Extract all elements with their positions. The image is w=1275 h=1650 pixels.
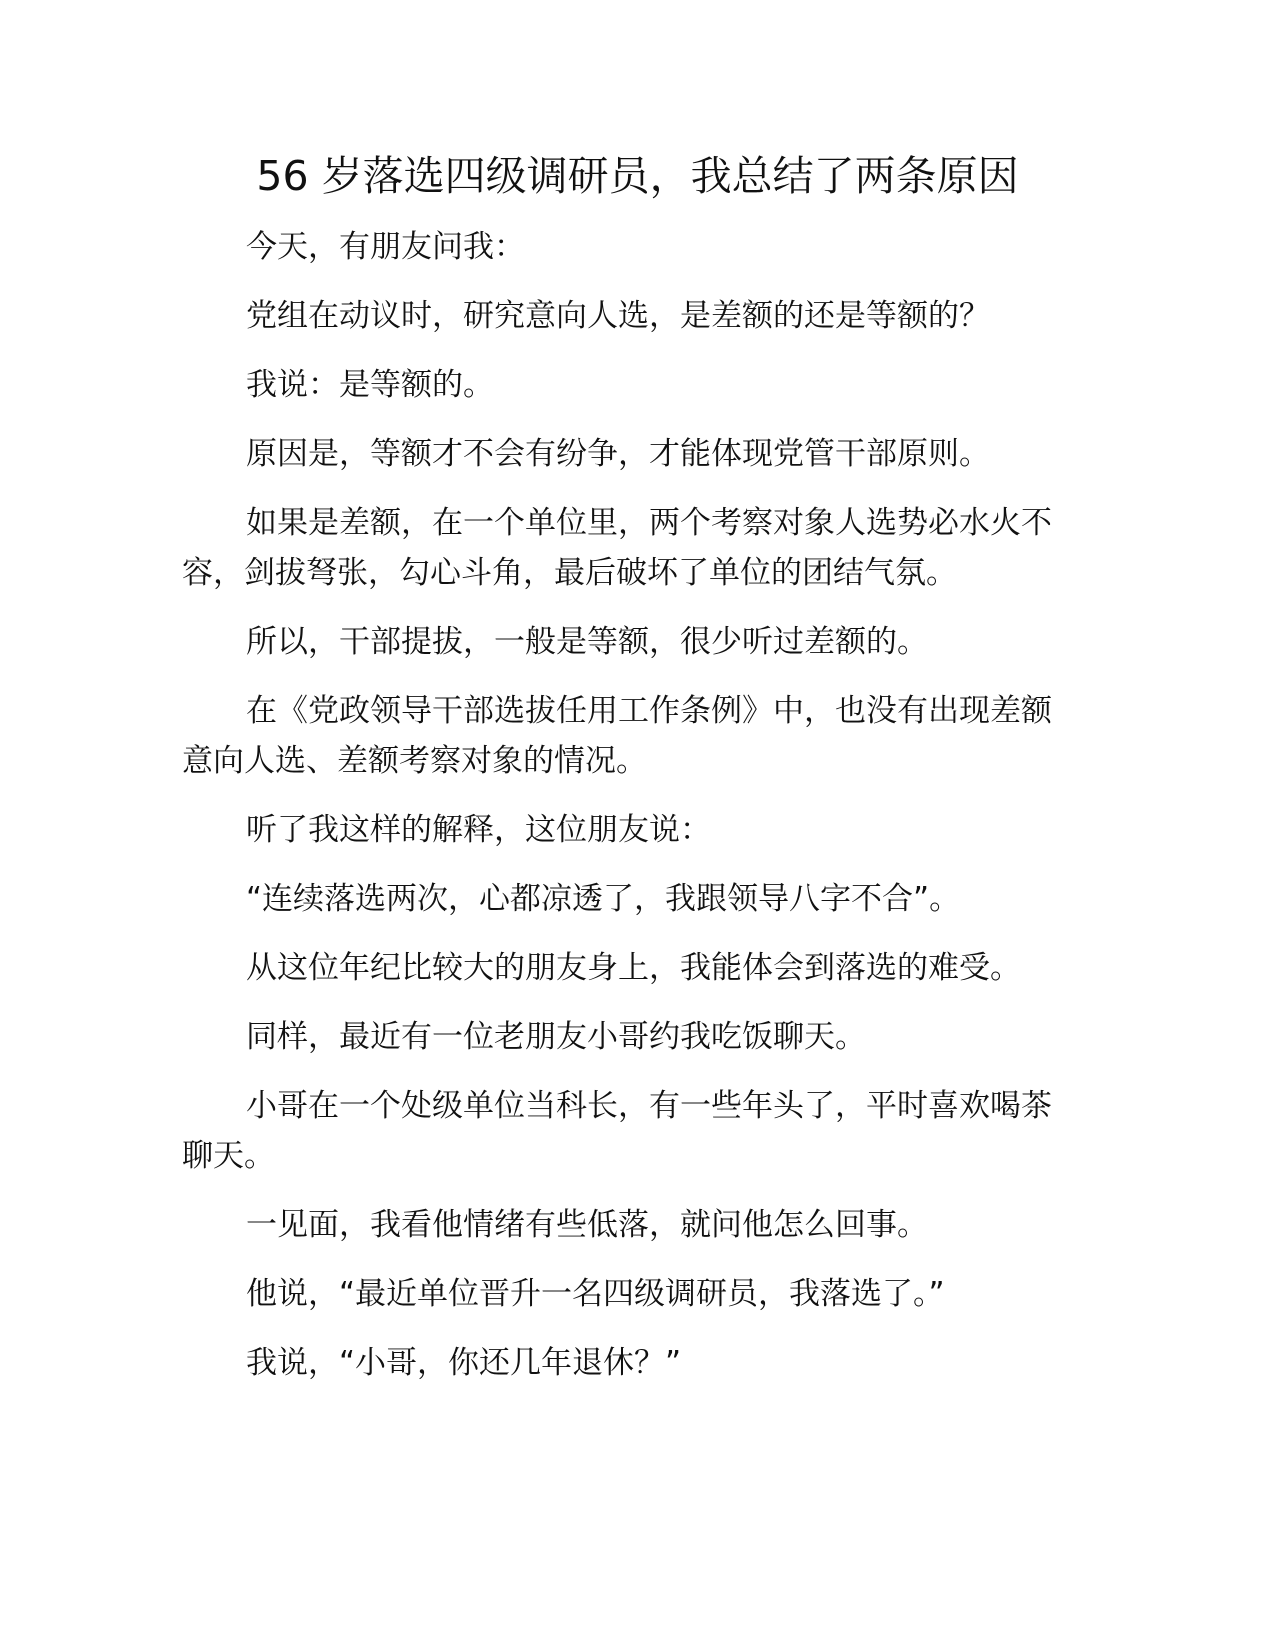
paragraph: 原因是，等额才不会有纷争，才能体现党管干部原则。: [246, 436, 990, 472]
paragraph: 同样，最近有一位老朋友小哥约我吃饭聊天。: [246, 1019, 866, 1055]
paragraph: 党组在动议时，研究意向人选，是差额的还是等额的？: [246, 298, 990, 334]
paragraph: 小哥在一个处级单位当科长，有一些年头了，平时喜欢喝茶聊天。: [182, 1088, 1052, 1174]
paragraph: 他说，“最近单位晋升一名四级调研员，我落选了。”: [246, 1276, 945, 1312]
paragraph: 所以，干部提拔，一般是等额，很少听过差额的。: [246, 624, 928, 660]
paragraph: 从这位年纪比较大的朋友身上，我能体会到落选的难受。: [246, 950, 1021, 986]
paragraph: 如果是差额，在一个单位里，两个考察对象人选势必水火不容，剑拔弩张，勾心斗角，最后破坏了单位的团结气氛。: [182, 505, 1052, 591]
paragraph: 我说：是等额的。: [246, 367, 494, 403]
paragraph: 在《党政领导干部选拔任用工作条例》中，也没有出现差额意向人选、差额考察对象的情况。: [182, 693, 1052, 779]
paragraph: 我说，“小哥，你还几年退休？”: [246, 1345, 682, 1381]
paragraph: 听了我这样的解释，这位朋友说：: [246, 812, 711, 848]
document-title: 56 岁落选四级调研员，我总结了两条原因: [256, 152, 1019, 200]
paragraph: “连续落选两次，心都凉透了，我跟领导八字不合”。: [246, 881, 961, 917]
paragraph: 今天，有朋友问我：: [246, 229, 525, 265]
paragraph: 一见面，我看他情绪有些低落，就问他怎么回事。: [246, 1207, 928, 1243]
document-body: [182, 222, 1082, 1407]
